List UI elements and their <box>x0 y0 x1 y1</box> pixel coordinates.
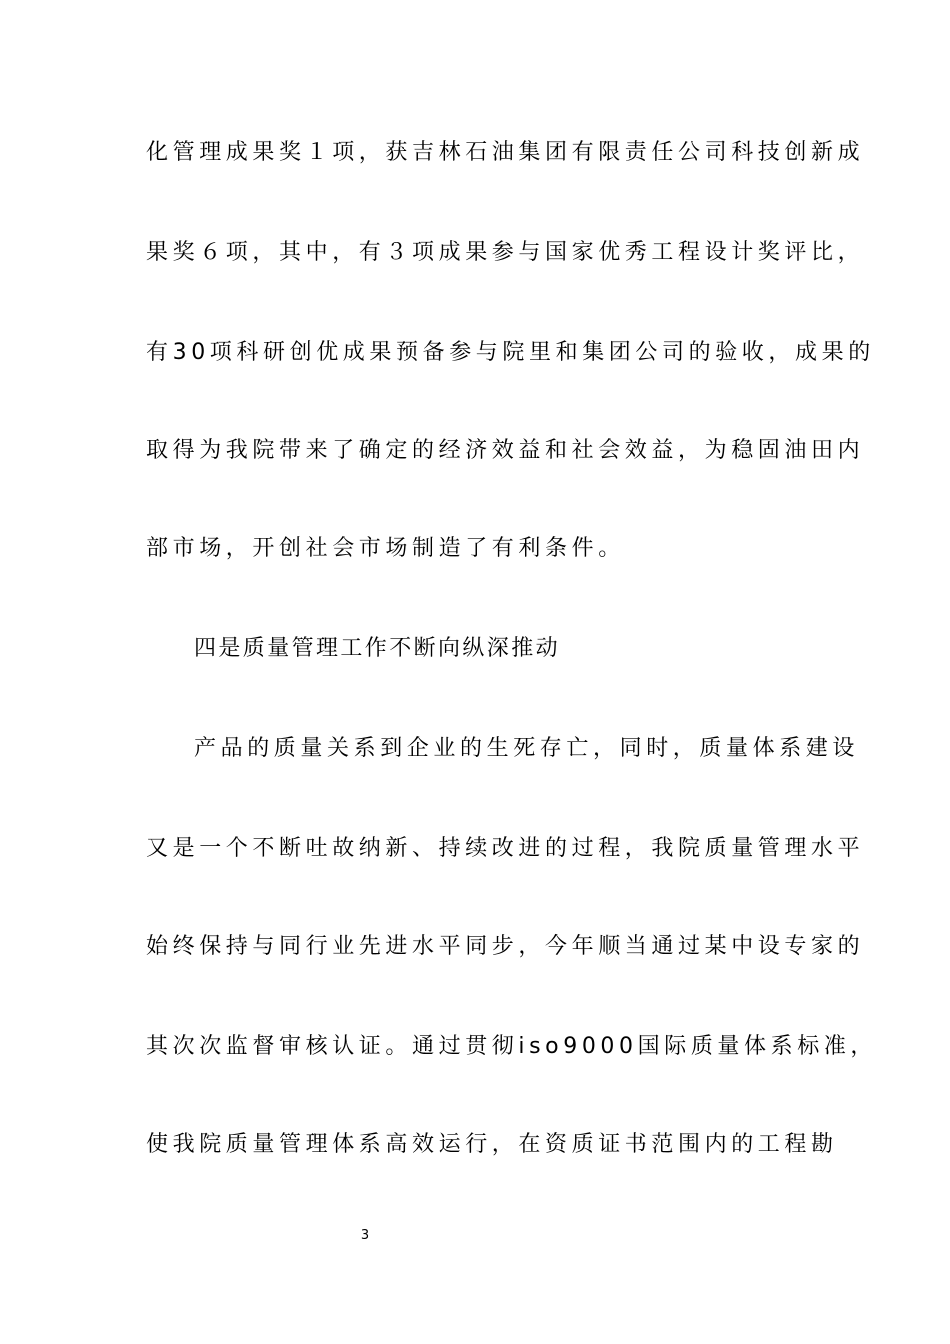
text-line: 其次次监督审核认证。通过贯彻iso9000国际质量体系标准， <box>146 1034 878 1059</box>
text-line: 果奖６项，其中，有３项成果参与国家优秀工程设计奖评比， <box>146 240 865 265</box>
section-heading: 四是质量管理工作不断向纵深推动 <box>194 636 561 661</box>
text-line: 始终保持与同行业先进水平同步，今年顺当通过某中设专家的 <box>146 934 865 959</box>
text-line: 化管理成果奖１项，获吉林石油集团有限责任公司科技创新成 <box>146 140 865 165</box>
text-line: 产品的质量关系到企业的生死存亡，同时，质量体系建设 <box>194 736 860 761</box>
text-line: 使我院质量管理体系高效运行，在资质证书范围内的工程勘 <box>146 1132 838 1157</box>
text-line: 又是一个不断吐故纳新、持续改进的过程，我院质量管理水平 <box>146 836 865 861</box>
page-number: 3 <box>360 1228 370 1243</box>
text-line: 有30项科研创优成果预备参与院里和集团公司的验收，成果的 <box>146 340 875 365</box>
text-line: 部市场，开创社会市场制造了有利条件。 <box>146 536 625 561</box>
text-line: 取得为我院带来了确定的经济效益和社会效益，为稳固油田内 <box>146 438 865 463</box>
